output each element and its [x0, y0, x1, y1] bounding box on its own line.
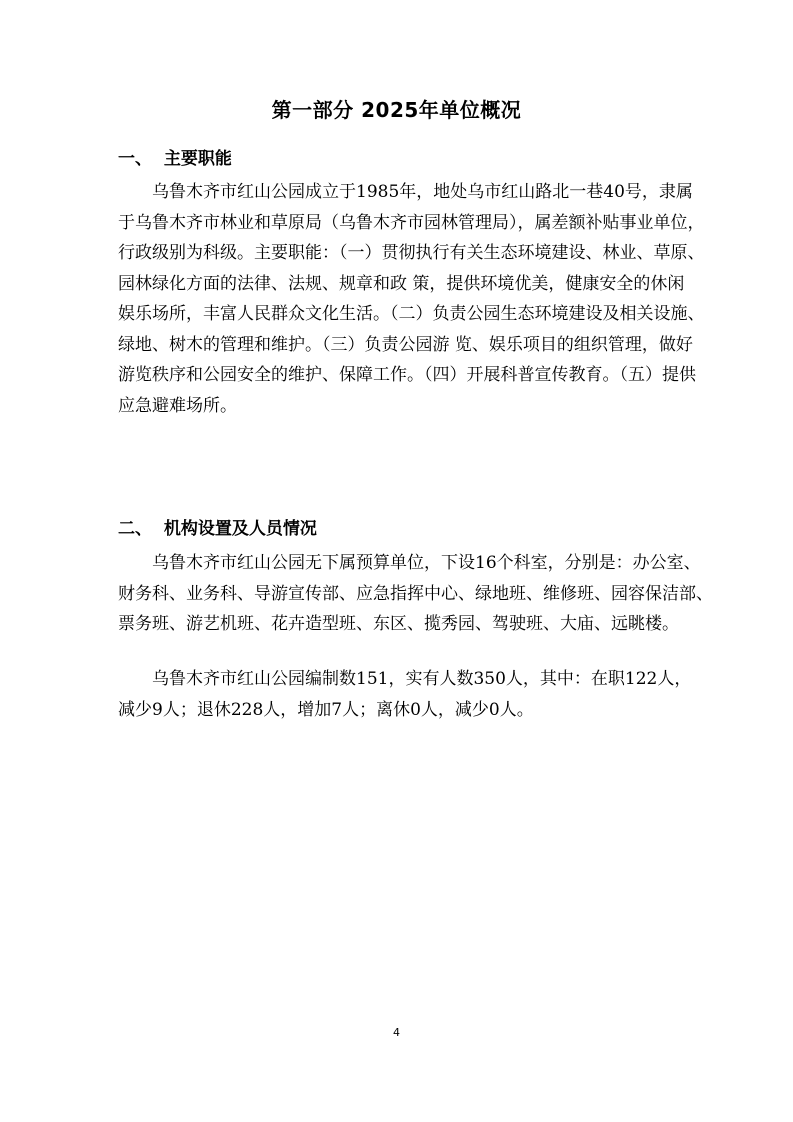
section-heading-main-functions: 一、 主要职能 — [118, 149, 232, 169]
paragraph-main-functions — [118, 177, 705, 421]
paragraph-organization — [118, 548, 713, 640]
paragraph-line: 园林绿化方面的法律、法规、规章和政 策，提供环境优美，健康安全的休闲 — [118, 273, 685, 294]
paragraph-line: 于乌鲁木齐市林业和草原局（乌鲁木齐市园林管理局），属差额补贴事业单位， — [118, 212, 705, 233]
page-title: 第一部分 2025年单位概况 — [271, 98, 522, 122]
paragraph-line: 绿地、树木的管理和维护。（三）负责公园游 览、娱乐项目的组织管理，做好 — [118, 334, 693, 355]
paragraph-line: 乌鲁木齐市红山公园编制数151，实有人数350人，其中：在职122人， — [152, 669, 692, 689]
paragraph-line: 乌鲁木齐市红山公园成立于1985年，地处乌市红山路北一巷40号，隶属 — [152, 182, 693, 202]
paragraph-line: 行政级别为科级。主要职能：（一）贯彻执行有关生态环境建设、林业、草原、 — [118, 243, 705, 263]
paragraph-staff-numbers — [118, 664, 692, 725]
paragraph-line: 财务科、业务科、导游宣传部、应急指挥中心、绿地班、维修班、园容保洁部、 — [118, 583, 713, 604]
paragraph-line: 票务班、游艺机班、花卉造型班、东区、揽秀园、驾驶班、大庙、远眺楼。 — [118, 614, 679, 634]
paragraph-line: 乌鲁木齐市红山公园无下属预算单位，下设16个科室，分别是：办公室、 — [152, 553, 701, 573]
paragraph-line: 应急避难场所。 — [118, 395, 237, 416]
paragraph-line: 游览秩序和公园安全的维护、保障工作。（四）开展科普宣传教育。（五）提供 — [118, 365, 696, 385]
page-number: 4 — [393, 1026, 400, 1039]
paragraph-line: 减少9人；退休228人，增加7人；离休0人，减少0人。 — [118, 699, 534, 720]
paragraph-line: 娱乐场所，丰富人民群众文化生活。（二）负责公园生态环境建设及相关设施、 — [118, 304, 705, 324]
section-heading-organization-staff: 二、 机构设置及人员情况 — [118, 519, 317, 539]
